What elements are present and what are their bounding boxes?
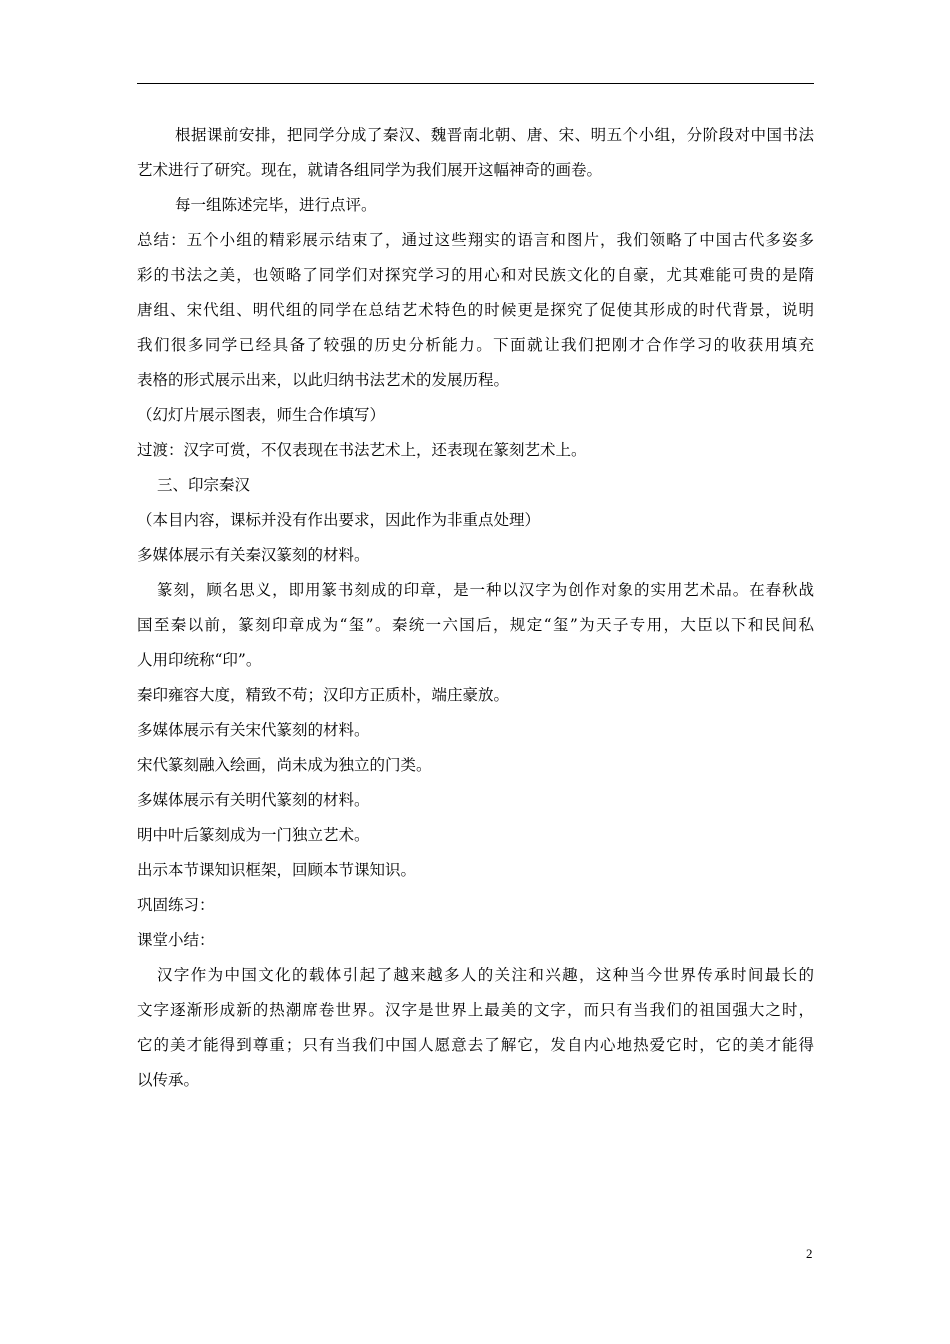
text-line: 出示本节课知识框架，回顾本节课知识。 [137,861,417,879]
text-line: 它的美才能得到尊重；只有当我们中国人愿意去了解它，发自内心地热爱它时，它的美才能得 [137,1036,814,1054]
text-line: 表格的形式展示出来，以此归纳书法艺术的发展历程。 [137,371,510,389]
text-line: 每一组陈述完毕，进行点评。 [175,196,377,214]
text-line: 篆刻，顾名思义，即用篆书刻成的印章，是一种以汉字为创作对象的实用艺术品。在春秋战 [157,581,814,599]
text-line: 彩的书法之美，也领略了同学们对探究学习的用心和对民族文化的自豪，尤其难能可贵的是隋 [137,266,814,284]
document-body [137,118,814,1098]
text-line: （本目内容，课标并没有作出要求，因此作为非重点处理） [137,511,541,529]
text-line: 人用印统称“印”。 [137,651,262,669]
text-line: 宋代篆刻融入绘画，尚未成为独立的门类。 [137,756,432,774]
text-line: 多媒体展示有关明代篆刻的材料。 [137,791,370,809]
page-number: 2 [806,1246,813,1261]
text-line: 总结：五个小组的精彩展示结束了，通过这些翔实的语言和图片，我们领略了中国古代多姿多 [137,231,814,249]
text-line: 以传承。 [137,1071,200,1089]
text-line: 我们很多同学已经具备了较强的历史分析能力。下面就让我们把刚才合作学习的收获用填充 [137,336,814,354]
text-line: 汉字作为中国文化的载体引起了越来越多人的关注和兴趣，这种当今世界传承时间最长的 [157,966,814,984]
text-line: 艺术进行了研究。现在，就请各组同学为我们展开这幅神奇的画卷。 [137,161,603,179]
text-line: （幻灯片展示图表，师生合作填写） [137,406,386,424]
text-line: 巩固练习： [137,896,215,914]
text-line: 多媒体展示有关宋代篆刻的材料。 [137,721,370,739]
text-line: 三、印宗秦汉 [157,476,251,494]
text-line: 明中叶后篆刻成为一门独立艺术。 [137,826,370,844]
text-line: 课堂小结： [137,931,215,949]
text-line: 秦印雍容大度，精致不苟；汉印方正质朴，端庄豪放。 [137,686,510,704]
text-line: 国至秦以前，篆刻印章成为“玺”。秦统一六国后，规定“玺”为天子专用，大臣以下和民间私 [137,616,814,634]
text-line: 过渡：汉字可赏，不仅表现在书法艺术上，还表现在篆刻艺术上。 [137,441,587,459]
header-rule [137,83,814,84]
text-line: 文字逐渐形成新的热潮席卷世界。汉字是世界上最美的文字，而只有当我们的祖国强大之时， [137,1001,814,1019]
text-line: 根据课前安排，把同学分成了秦汉、魏晋南北朝、唐、宋、明五个小组，分阶段对中国书法 [175,126,814,144]
text-line: 多媒体展示有关秦汉篆刻的材料。 [137,546,370,564]
text-line: 唐组、宋代组、明代组的同学在总结艺术特色的时候更是探究了促使其形成的时代背景，说明 [137,301,814,319]
